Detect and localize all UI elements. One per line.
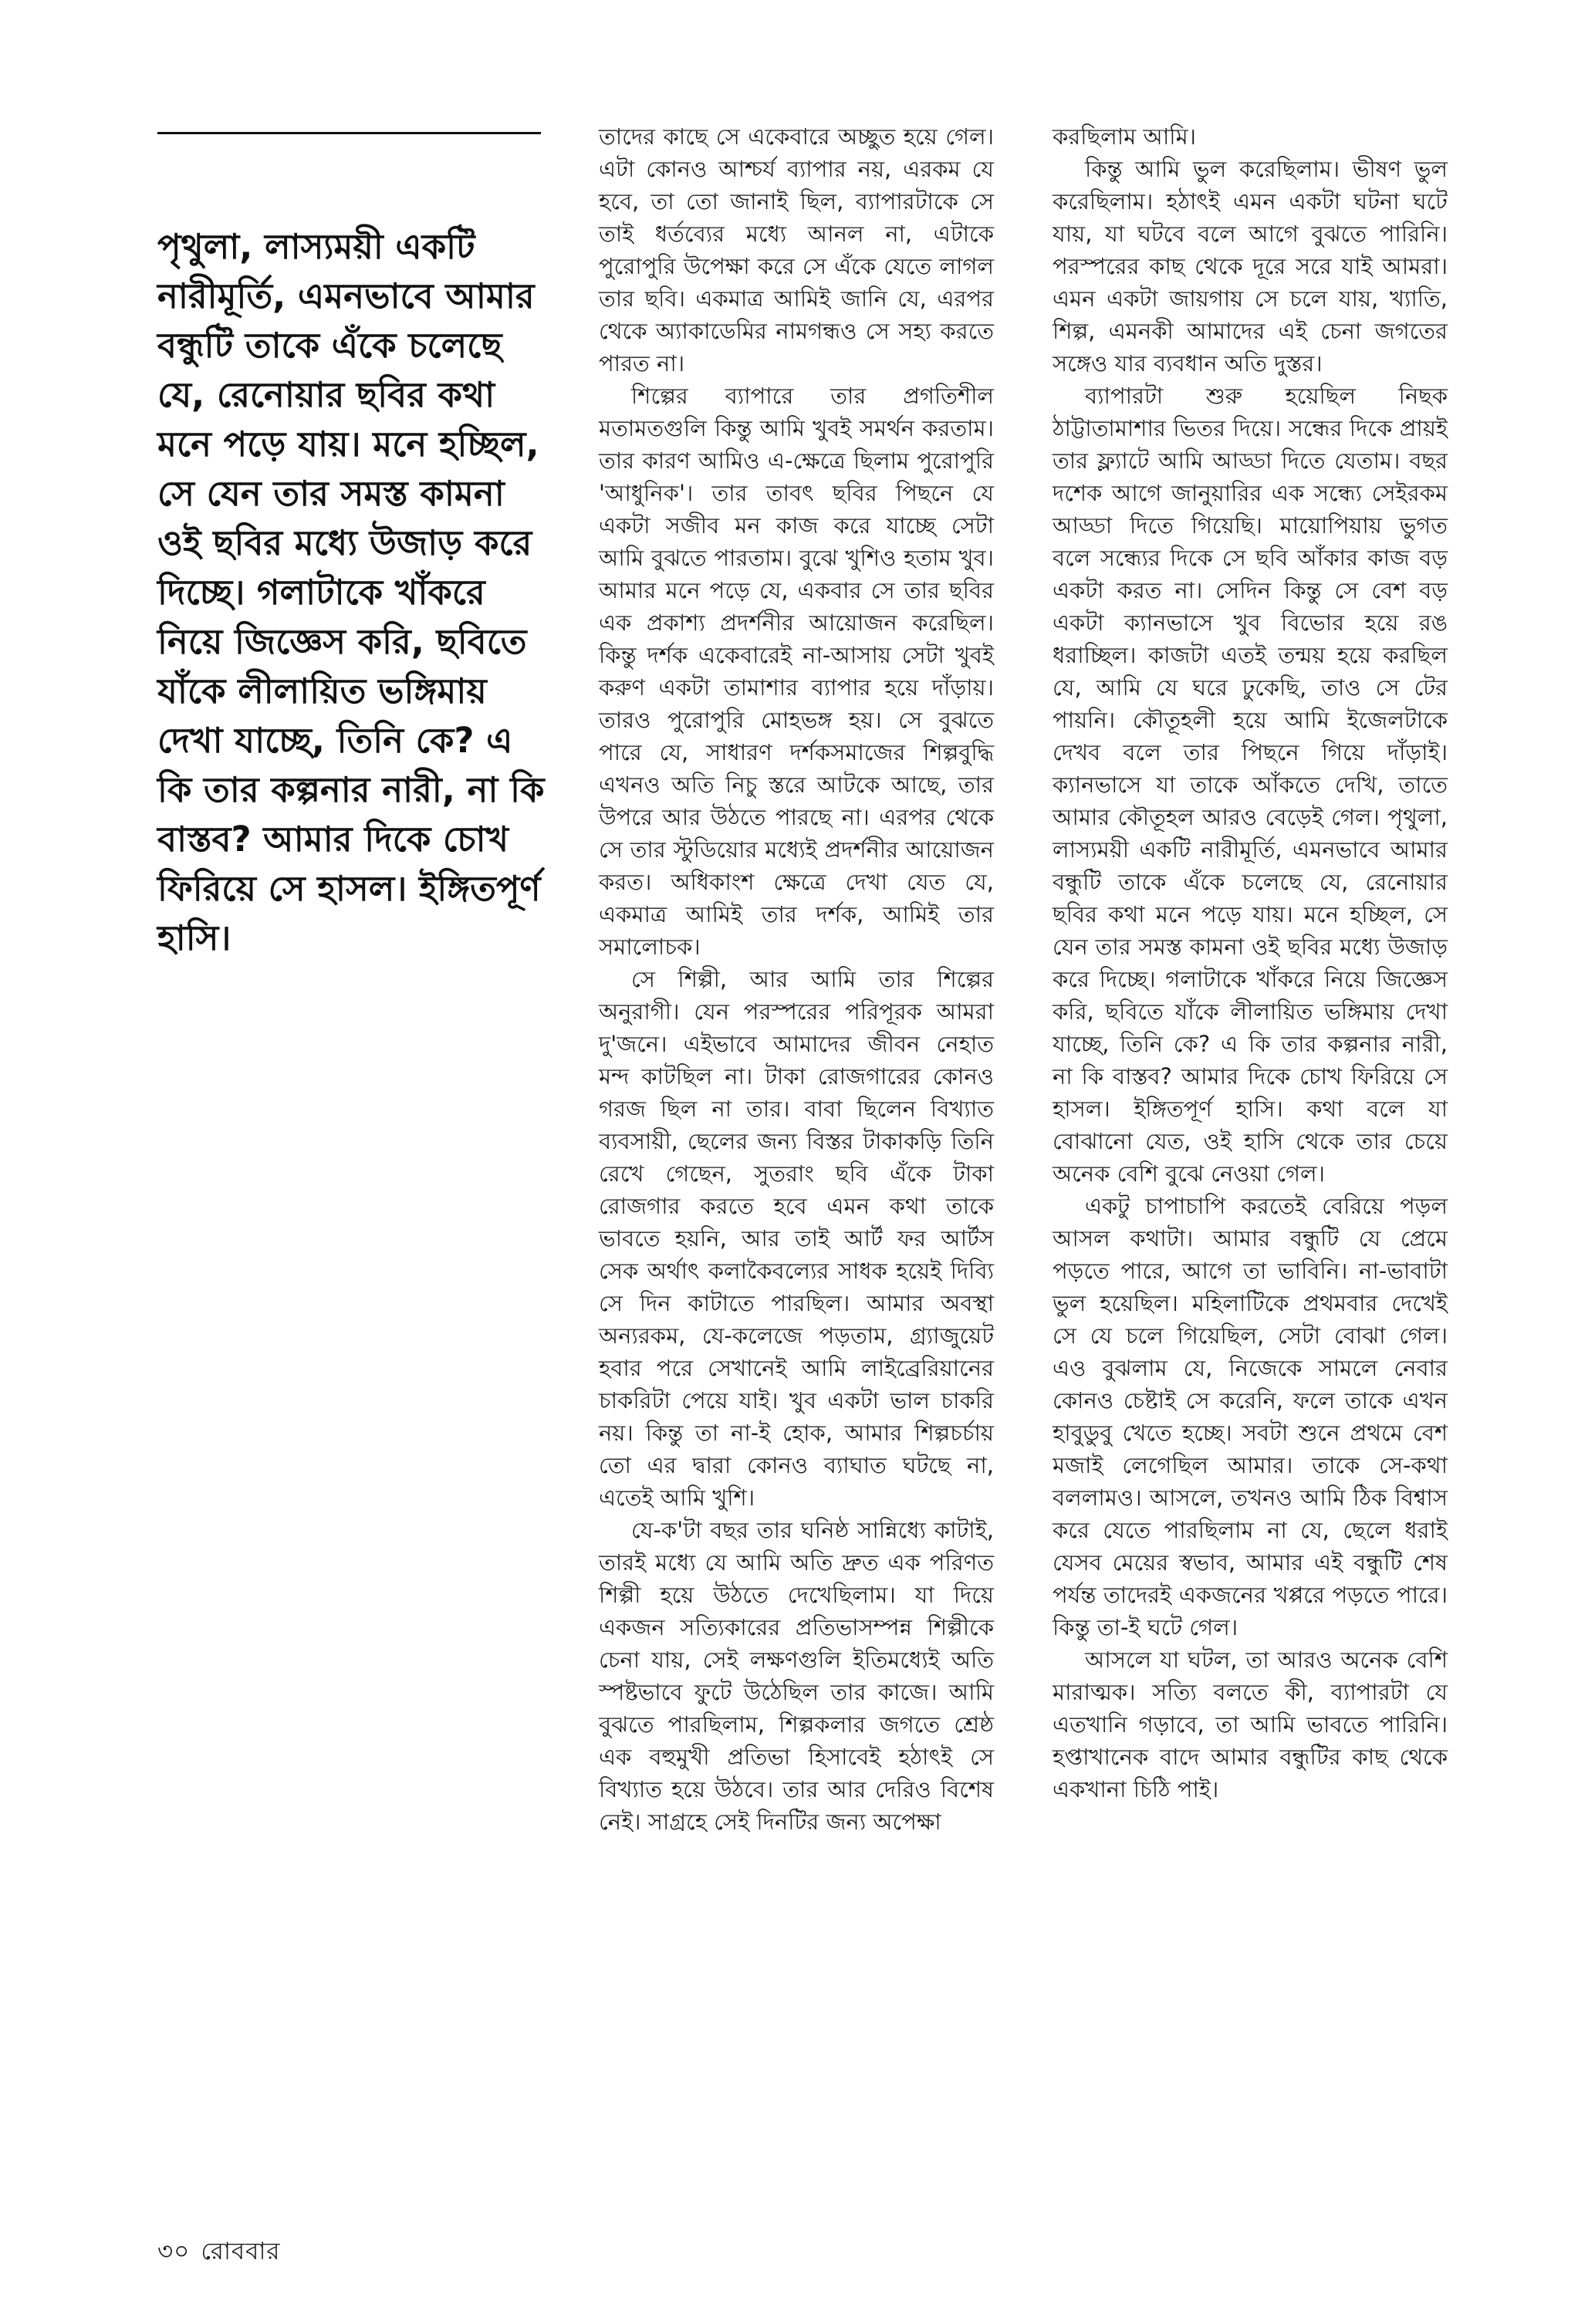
body-paragraph: করছিলাম আমি। xyxy=(1053,123,1197,150)
body-paragraph: তাদের কাছে সে একেবারে অচ্ছুত হয়ে গেল। এটা কোনও আশ্চর্য ব্যাপার নয়, এরকম যে হবে, তা তো জানাই ছিল, ব্যাপারটাকে সে তাই ধর্তব্যের মধ্যে আনল না, এটাকে পুরোপুরি উপেক্ষা করে সে এঁকে যেতে লাগল তার ছবি। একমাত্র আমিই জানি যে, এরপর থেকে অ্যাকাডেমির নামগন্ধও সে সহ্য করতে পারত না। xyxy=(599,123,994,377)
page-number: ৩০ xyxy=(157,2238,191,2265)
body-paragraph: একটু চাপাচাপি করতেই বেরিয়ে পড়ল আসল কথাটা। আমার বন্ধুটি যে প্রেমে পড়তে পারে, আগে তা ভাবিনি। না-ভাবাটা ভুল হয়েছিল। মহিলাটিকে প্রথমবার দেখেই সে যে চলে গিয়েছিল, সেটা বোঝা গেল। এও বুঝলাম যে, নিজেকে সামলে নেবার কোনও চেষ্টাই সে করেনি, ফলে তাকে এখন হাবুডুবু খেতে হচ্ছে। সবটা শুনে প্রথমে বেশ মজাই লেগেছিল আমার। তাকে সে-কথা বললামও। আসলে, তখনও আমি ঠিক বিশ্বাস করে যেতে পারছিলাম না যে, ছেলে ধরাই যেসব মেয়ের স্বভাব, আমার এই বন্ধুটি শেষ পর্যন্ত তাদেরই একজনের খপ্পরে পড়তে পারে। কিন্তু তা-ই ঘটে গেল। xyxy=(1053,1193,1448,1640)
body-paragraph: ব্যাপারটা শুরু হয়েছিল নিছক ঠাট্টাতামাশার ভিতর দিয়ে। সন্ধের দিকে প্রায়ই তার ফ্ল্যাটে আমি আড্ডা দিতে যেতাম। বছর দশেক আগে জানুয়ারির এক সন্ধ্যে সেইরকম আড্ডা দিতে গিয়েছি। মায়োপিয়ায় ভুগত বলে সন্ধ্যের দিকে সে ছবি আঁকার কাজ বড় একটা করত না। সেদিন কিন্তু সে বেশ বড় একটা ক্যানভাসে খুব বিভোর হয়ে রঙ ধরাচ্ছিল। কাজটা এতই তন্ময় হয়ে করছিল যে, আমি যে ঘরে ঢুকেছি, তাও সে টের পায়নি। কৌতূহলী হয়ে আমি ইজেলটাকে দেখব বলে তার পিছনে গিয়ে দাঁড়াই। ক্যানভাসে যা তাকে আঁকতে দেখি, তাতে আমার কৌতূহল আরও বেড়েই গেল। পৃথুলা, লাস্যময়ী একটি নারীমূর্তি, এমনভাবে আমার বন্ধুটি তাকে এঁকে চলেছে যে, রেনোয়ার ছবির কথা মনে পড়ে যায়। মনে হচ্ছিল, সে যেন তার সমস্ত কামনা ওই ছবির মধ্যে উজাড় করে দিচ্ছে। গলাটাকে খাঁকরে নিয়ে জিজ্ঞেস করি, ছবিতে যাঁকে লীলায়িত ভঙ্গিমায় দেখা যাচ্ছে, তিনি কে? এ কি তার কল্পনার নারী, না কি বাস্তব? আমার দিকে চোখ ফিরিয়ে সে হাসল। ইঙ্গিতপূর্ণ হাসি। কথা বলে যা বোঝানো যেত, ওই হাসি থেকে তার চেয়ে অনেক বেশি বুঝে নেওয়া গেল। xyxy=(1053,383,1448,1187)
page-footer xyxy=(157,2233,280,2273)
body-column-middle xyxy=(599,120,994,1838)
magazine-name: রোববার xyxy=(201,2238,281,2265)
body-paragraph: আসলে যা ঘটল, তা আরও অনেক বেশি মারাত্মক। সত্যি বলতে কী, ব্যাপারটা যে এতখানি গড়াবে, তা আমি ভাবতে পারিনি। হপ্তাখানেক বাদে আমার বন্ধুটির কাছ থেকে একখানা চিঠি পাই। xyxy=(1053,1647,1448,1802)
body-column-right xyxy=(1053,120,1448,1805)
body-paragraph: কিন্তু আমি ভুল করেছিলাম। ভীষণ ভুল করেছিলাম। হঠাৎই এমন একটা ঘটনা ঘটে যায়, যা ঘটবে বলে আগে বুঝতে পারিনি। পরস্পরের কাছ থেকে দূরে সরে যাই আমরা। এমন একটা জায়গায় সে চলে যায়, খ্যাতি, শিল্প, এমনকী আমাদের এই চেনা জগতের সঙ্গেও যার ব্যবধান অতি দুস্তর। xyxy=(1053,156,1448,377)
body-paragraph: শিল্পের ব্যাপারে তার প্রগতিশীল মতামতগুলি কিন্তু আমি খুবই সমর্থন করতাম। তার কারণ আমিও এ-ক্ষেত্রে ছিলাম পুরোপুরি 'আধুনিক'। তার তাবৎ ছবির পিছনে যে একটা সজীব মন কাজ করে যাচ্ছে সেটা আমি বুঝতে পারতাম। বুঝে খুশিও হতাম খুব। আমার মনে পড়ে যে, একবার সে তার ছবির এক প্রকাশ্য প্রদর্শনীর আয়োজন করেছিল। কিন্তু দর্শক একেবারেই না-আসায় সেটা খুবই করুণ একটা তামাশার ব্যাপার হয়ে দাঁড়ায়। তারও পুরোপুরি মোহভঙ্গ হয়। সে বুঝতে পারে যে, সাধারণ দর্শকসমাজের শিল্পবুদ্ধি এখনও অতি নিচু স্তরে আটকে আছে, তার উপরে আর উঠতে পারছে না। এরপর থেকে সে তার স্টুডিয়োর মধ্যেই প্রদর্শনীর আয়োজন করত। অধিকাংশ ক্ষেত্রে দেখা যেত যে, একমাত্র আমিই তার দর্শক, আমিই তার সমালোচক। xyxy=(599,383,994,960)
body-paragraph: যে-ক'টা বছর তার ঘনিষ্ঠ সান্নিধ্যে কাটাই, তারই মধ্যে যে আমি অতি দ্রুত এক পরিণত শিল্পী হয়ে উঠতে দেখেছিলাম। যা দিয়ে একজন সত্যিকারের প্রতিভাসম্পন্ন শিল্পীকে চেনা যায়, সেই লক্ষণগুলি ইতিমধ্যেই অতি স্পষ্টভাবে ফুটে উঠেছিল তার কাজে। আমি বুঝতে পারছিলাম, শিল্পকলার জগতে শ্রেষ্ঠ এক বহুমুখী প্রতিভা হিসাবেই হঠাৎই সে বিখ্যাত হয়ে উঠবে। তার আর দেরিও বিশেষ নেই। সাগ্রহে সেই দিনটির জন্য অপেক্ষা xyxy=(599,1517,994,1835)
body-paragraph: সে শিল্পী, আর আমি তার শিল্পের অনুরাগী। যেন পরস্পরের পরিপূরক আমরা দু'জনে। এইভাবে আমাদের জীবন নেহাত মন্দ কাটছিল না। টাকা রোজগারের কোনও গরজ ছিল না তার। বাবা ছিলেন বিখ্যাত ব্যবসায়ী, ছেলের জন্য বিস্তর টাকাকড়ি তিনি রেখে গেছেন, সুতরাং ছবি এঁকে টাকা রোজগার করতে হবে এমন কথা তাকে ভাবতে হয়নি, আর তাই আর্ট ফর আর্টস সেক অর্থাৎ কলাকৈবল্যের সাধক হয়েই দিব্যি সে দিন কাটাতে পারছিল। আমার অবস্থা অন্যরকম, যে-কলেজে পড়তাম, গ্র্যাজুয়েট হবার পরে সেখানেই আমি লাইব্রেরিয়ানের চাকরিটা পেয়ে যাই। খুব একটা ভাল চাকরি নয়। কিন্তু তা না-ই হোক, আমার শিল্পচর্চায় তো এর দ্বারা কোনও ব্যাঘাত ঘটছে না, এতেই আমি খুশি। xyxy=(599,966,994,1511)
pull-quote-rule xyxy=(157,132,541,134)
pull-quote-text: পৃথুলা, লাস্যময়ী একটি নারীমূর্তি, এমনভাবে আমার বন্ধুটি তাকে এঁকে চলেছে যে, রেনোয়ার ছবির কথা মনে পড়ে যায়। মনে হচ্ছিল, সে যেন তার সমস্ত কামনা ওই ছবির মধ্যে উজাড় করে দিচ্ছে। গলাটাকে খাঁকরে নিয়ে জিজ্ঞেস করি, ছবিতে যাঁকে লীলায়িত ভঙ্গিমায় দেখা যাচ্ছে, তিনি কে? এ কি তার কল্পনার নারী, না কি বাস্তব? আমার দিকে চোখ ফিরিয়ে সে হাসল। ইঙ্গিতপূর্ণ হাসি। xyxy=(157,226,545,958)
